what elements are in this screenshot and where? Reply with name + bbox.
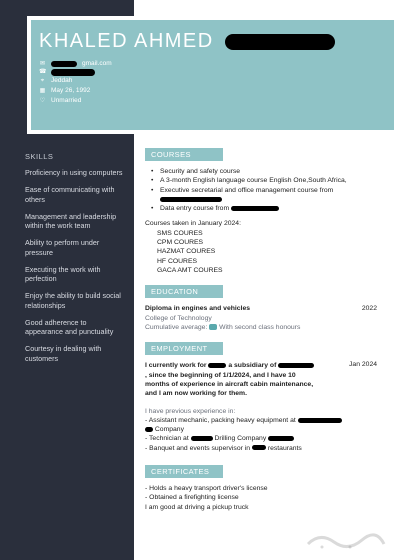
skill-item: Good adherence to appearance and punctuality xyxy=(25,317,114,336)
prev-exp-text: Drilling Company xyxy=(214,435,267,443)
education-year: 2022 xyxy=(361,305,377,313)
skill-item: Proficiency in using computers xyxy=(25,168,123,177)
phone-icon: ☎ xyxy=(39,69,47,75)
redaction-mark xyxy=(231,206,279,211)
header-banner xyxy=(31,20,394,130)
calendar-icon: ▦ xyxy=(39,87,46,94)
education-section xyxy=(145,285,377,332)
watermark-logo-icon xyxy=(300,528,390,552)
courses-list xyxy=(151,167,377,213)
degree-text: Diploma in engines and vehicles xyxy=(145,305,251,313)
course-text: Data entry course from xyxy=(160,205,230,213)
location-pin-icon: ⌖ xyxy=(40,77,45,84)
course-text: Executive secretarial and office management course from xyxy=(160,186,334,194)
candidate-name xyxy=(39,30,386,53)
course-item: • Security and safety course xyxy=(151,167,377,176)
certificates-list xyxy=(145,484,377,512)
redaction-mark xyxy=(278,363,314,368)
skill-item: Executing the work with perfection xyxy=(25,264,101,283)
marital-text: Unmarried xyxy=(51,97,82,104)
certificates-title: CERTIFICATES xyxy=(145,465,223,478)
prev-exp-text: - Assistant mechanic, packing heavy equipment at xyxy=(145,416,296,424)
heart-icon: ♡ xyxy=(39,97,46,104)
job-date: Jan 2024 xyxy=(349,361,377,369)
employment-section xyxy=(145,342,377,453)
current-job xyxy=(145,361,377,398)
education-row xyxy=(145,304,377,314)
redaction-mark xyxy=(191,436,213,441)
redaction-mark xyxy=(145,427,153,432)
education-title: EDUCATION xyxy=(145,285,223,298)
prev-exp-item xyxy=(145,444,377,453)
courses-title: COURSES xyxy=(145,148,223,161)
redaction-mark xyxy=(298,418,342,423)
main-column xyxy=(145,148,377,512)
courses-subtitle: Courses taken in January 2024: xyxy=(145,220,241,228)
job-text-part: I currently work for xyxy=(145,362,207,370)
certificate-item: - Holds a heavy transport driver's license xyxy=(145,485,268,493)
course-item: • A 3-month English language course English One,South Africa, xyxy=(151,176,377,185)
course-item xyxy=(151,186,377,205)
certificates-section xyxy=(145,465,377,512)
course-sub-item: CPM COURES xyxy=(157,239,204,247)
prev-exp-item xyxy=(145,425,377,434)
header-card xyxy=(27,16,398,134)
course-sub-item: HAZMAT COURES xyxy=(157,248,216,256)
job-text-part: a subsidiary of xyxy=(228,362,277,370)
courses-sublist xyxy=(145,229,377,275)
skill-item: Management and leadership within the work team xyxy=(25,211,117,230)
redaction-mark xyxy=(51,69,95,76)
redaction-mark xyxy=(51,61,77,67)
redaction-mark xyxy=(209,324,217,330)
birthdate-text: May 26, 1992 xyxy=(51,87,91,94)
contact-location xyxy=(39,76,386,86)
prev-exp-title: I have previous experience in: xyxy=(145,407,236,415)
watermark-logo xyxy=(300,528,390,552)
course-sub-item: GACA AMT COURES xyxy=(157,266,223,274)
contact-list xyxy=(39,59,386,106)
redaction-mark xyxy=(268,436,294,441)
redaction-mark xyxy=(225,34,335,50)
contact-marital xyxy=(39,96,386,106)
courses-section xyxy=(145,148,377,275)
prev-exp-text: Company xyxy=(154,426,184,434)
skill-item: Enjoy the ability to build social relationships xyxy=(25,291,121,310)
contact-birthdate xyxy=(39,86,386,96)
prev-exp-text: - Banquet and events supervisor in xyxy=(145,444,251,452)
certificate-item: I am good at driving a pickup truck xyxy=(145,503,249,511)
prev-exp-item xyxy=(145,434,377,443)
contact-phone xyxy=(39,69,386,76)
redaction-mark xyxy=(252,445,266,450)
school-text: College of Technology xyxy=(145,314,212,322)
course-sub-item: SMS COURES xyxy=(157,229,203,237)
course-item xyxy=(151,204,377,213)
prev-exp-text: restaurants xyxy=(267,444,302,452)
skills-title: SKILLS xyxy=(25,152,54,161)
current-job-text xyxy=(145,361,315,398)
certificate-item: - Obtained a firefighting license xyxy=(145,494,239,502)
name-text: KHALED AHMED xyxy=(39,30,214,52)
redaction-mark xyxy=(208,363,226,368)
email-text: gmail.com xyxy=(82,60,112,67)
gpa-rest: With second class honours xyxy=(219,324,301,332)
course-sub-item: HF COURES xyxy=(157,257,198,265)
skill-item: Ability to perform under pressure xyxy=(25,238,100,257)
skill-item: Ease of communicating with others xyxy=(25,185,115,204)
envelope-icon: ✉ xyxy=(39,60,46,67)
gpa-label: Cumulative average: xyxy=(145,324,208,332)
redaction-mark xyxy=(160,197,222,202)
employment-title: EMPLOYMENT xyxy=(145,342,223,355)
location-text: Jeddah xyxy=(51,77,73,84)
prev-exp-item xyxy=(145,416,377,425)
prev-exp-text: - Technician at xyxy=(145,435,189,443)
gpa-line xyxy=(145,323,377,332)
job-text-part: , since the beginning of 1/1/2024, and I have 10 months of experience in aircraft cabin maintenance, and I am now working for them. xyxy=(145,371,314,398)
skills-section xyxy=(25,152,125,371)
skill-item: Courtesy in dealing with customers xyxy=(25,344,102,363)
contact-email xyxy=(39,59,386,69)
